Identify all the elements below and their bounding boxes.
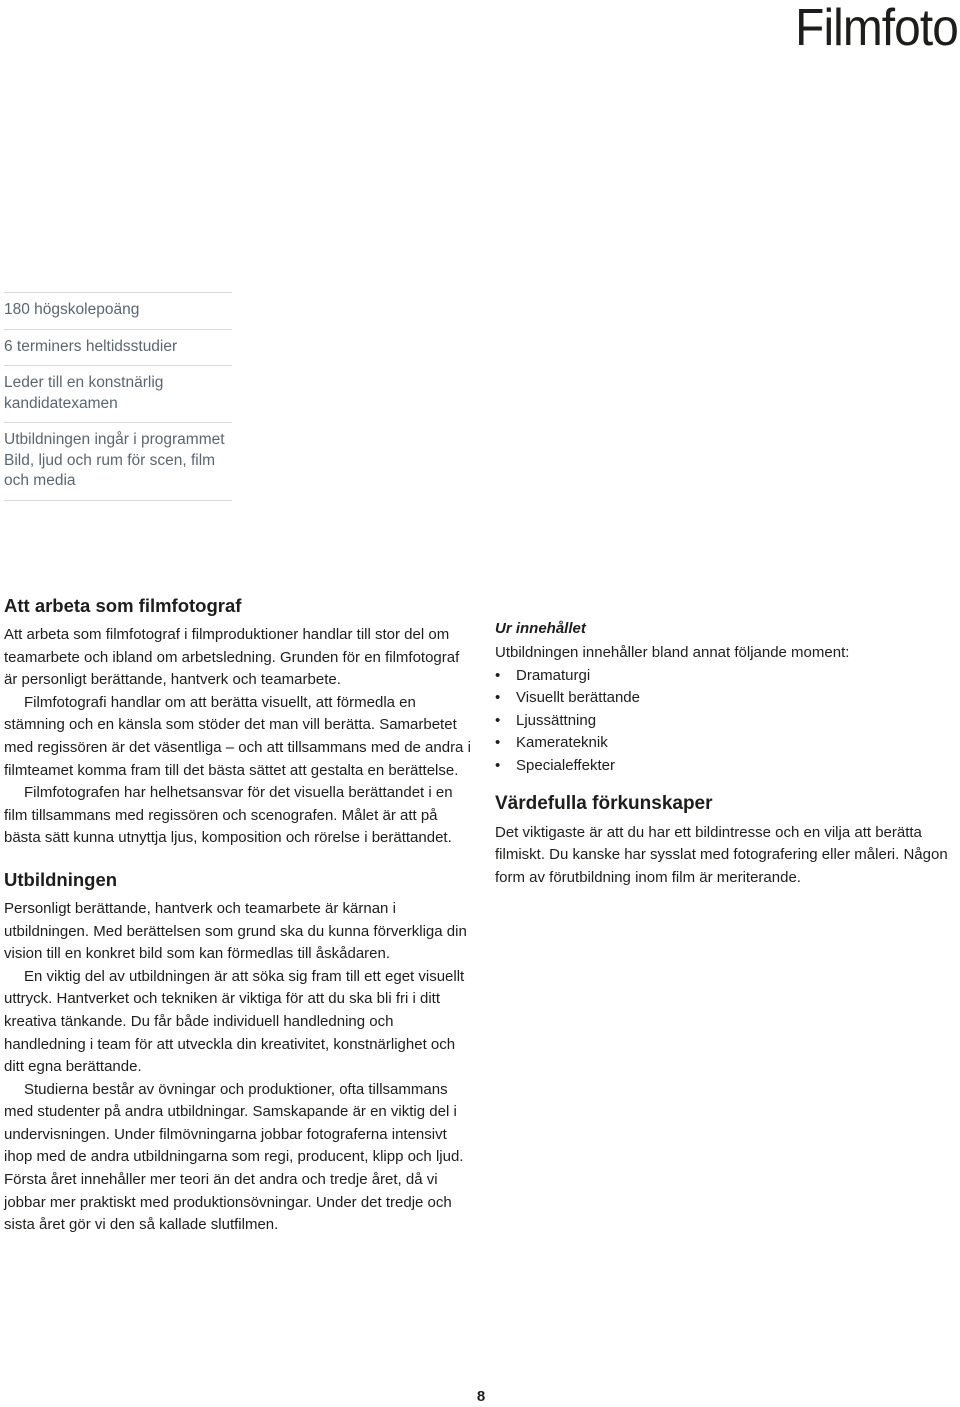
right-column xyxy=(495,618,957,889)
paragraph: En viktig del av utbildningen är att söka sig fram till ett eget visuellt uttryck. Hantverket och tekniken är viktiga för att du ska bli fri i ditt kreativa tänkande. Du får både individuell handledning och handledning i team för att utveckla din kreativitet, konstnärlighet och ditt egna berättande. xyxy=(4,967,465,1076)
section-heading-education: Utbildningen xyxy=(4,868,118,890)
fact-credits: 180 högskolepoäng xyxy=(4,292,232,329)
list-item: • Specialeffekter xyxy=(495,755,957,778)
paragraph: Första året innehåller mer teori än det andra och tredje året, då vi jobbar mer praktiskt med produktionsövningar. Under det tredje och sista året gör vi den så kallade slutfilmen. xyxy=(4,1171,452,1234)
contents-list xyxy=(495,665,957,778)
page-number: 8 xyxy=(476,1388,486,1405)
list-item: • Visuellt berättande xyxy=(495,687,957,710)
paragraph: Filmfotografen har helhetsansvar för det visuella berättandet i en film tillsammans med regissören och scenografen. Målet är att på bästa sätt kunna utnyttja ljus, komposition och rörelse i berättandet. xyxy=(4,784,453,847)
contents-heading: Ur innehållet xyxy=(495,620,586,637)
education-section xyxy=(4,868,472,1237)
prereq-text: Det viktigaste är att du har ett bildintresse och en vilja att berätta filmiskt. Du kanske har sysslat med fotografering eller måleri. Någon form av förutbildning inom film är meriterande. xyxy=(495,823,948,886)
fact-degree: Leder till en konstnärlig kandidatexamen xyxy=(4,365,232,422)
facts-list xyxy=(4,292,232,501)
contents-intro: Utbildningen innehåller bland annat följande moment: xyxy=(495,644,850,661)
list-item: • Dramaturgi xyxy=(495,665,957,688)
paragraph: Filmfotografi handlar om att berätta visuellt, att förmedla en stämning och en känsla som stöder det man vill berätta. Samarbetet med regissören är det väsentliga – och att tillsammans med de andra i filmteamet komma fram till det bästa sättet att gestalta en berättelse. xyxy=(4,693,471,779)
section-heading-work: Att arbeta som filmfotograf xyxy=(4,595,242,616)
paragraph: Personligt berättande, hantverk och teamarbete är kärnan i utbildningen. Med berättelsen som grund ska du kunna förverkliga din vision till en konkret bild som kan förmedlas till åskådaren. xyxy=(4,899,467,963)
list-item: • Ljussättning xyxy=(495,710,957,733)
prereq-heading: Värdefulla förkunskaper xyxy=(495,792,713,814)
left-column xyxy=(4,594,472,1237)
page-title: Filmfoto xyxy=(795,0,958,57)
list-item: • Kamerateknik xyxy=(495,732,957,755)
fact-programme: Utbildningen ingår i programmet Bild, ljud och rum för scen, film och media xyxy=(4,422,232,501)
paragraph: Att arbeta som filmfotograf i filmproduktioner handlar till stor del om teamarbete och ibland om arbetsledning. Grunden för en filmfotograf är personligt berättande, hantverk och teamarbete. xyxy=(4,626,460,689)
paragraph: Studierna består av övningar och produktioner, ofta tillsammans med studenter på andra utbildningar. Samskapande är en viktig del i undervisningen. Under filmövningarna jobbar fotograferna intensivt ihop med de andra utbildningarna som regi, producent, klipp och ljud. xyxy=(4,1080,464,1166)
fact-duration: 6 terminers heltidsstudier xyxy=(4,329,232,366)
